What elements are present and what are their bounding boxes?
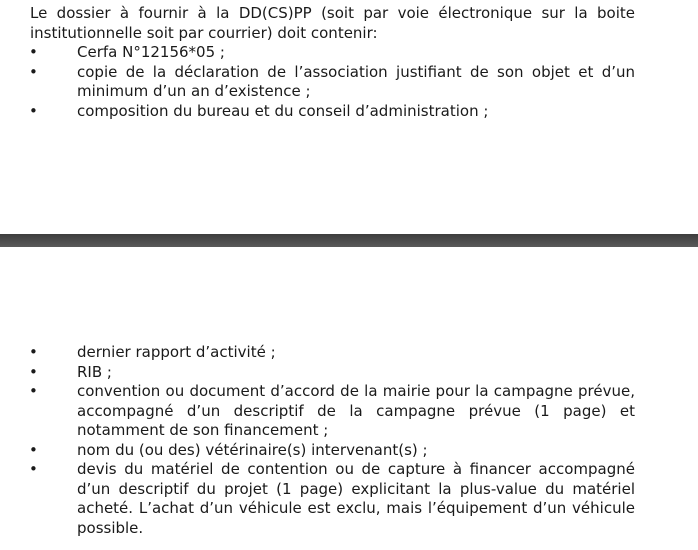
page-break-divider (0, 234, 698, 247)
list-item-text: Cerfa N°12156*05 ; (77, 43, 225, 61)
bullet-icon: • (29, 101, 38, 120)
document-page-bottom (0, 247, 698, 550)
bullet-icon: • (29, 62, 38, 81)
required-documents-list-top (0, 43, 698, 121)
list-item (0, 43, 635, 63)
list-item (0, 343, 635, 363)
document-page-top (0, 0, 698, 234)
intro-paragraph: Le dossier à fournir à la DD(CS)PP (soit par voie électronique sur la boite institutionnelle soit par courrier) doit contenir: (30, 4, 635, 42)
list-item (0, 363, 635, 383)
bullet-icon: • (29, 343, 38, 361)
list-item (0, 441, 635, 461)
bullet-icon: • (29, 362, 38, 381)
list-item (0, 102, 635, 122)
list-item-text: copie de la déclaration de l’association justifiant de son objet et d’un minimum d’un an d’existence ; (77, 62, 635, 100)
list-item-text: devis du matériel de contention ou de capture à financer accompagné d’un descriptif du projet (1 page) explicitant la plus-value du matériel acheté. L’achat d’un véhicule est exclu, mais l’équipement d’un véhicule possible. (77, 460, 635, 537)
bullet-icon: • (29, 382, 38, 400)
list-item-text: composition du bureau et du conseil d’administration ; (77, 101, 489, 120)
list-item-text: convention ou document d’accord de la mairie pour la campagne prévue, accompagné d’un descriptif de la campagne prévue (1 page) et notamment de son financement ; (77, 382, 635, 439)
list-item (0, 382, 635, 441)
bullet-icon: • (29, 43, 38, 61)
bullet-icon: • (29, 460, 38, 478)
list-item (0, 63, 635, 102)
list-item-text: RIB ; (77, 362, 112, 381)
required-documents-list-bottom (0, 343, 698, 538)
bullet-icon: • (29, 440, 38, 459)
list-item (0, 460, 635, 538)
list-item-text: nom du (ou des) vétérinaire(s) intervenant(s) ; (77, 440, 428, 459)
list-item-text: dernier rapport d’activité ; (77, 343, 276, 361)
